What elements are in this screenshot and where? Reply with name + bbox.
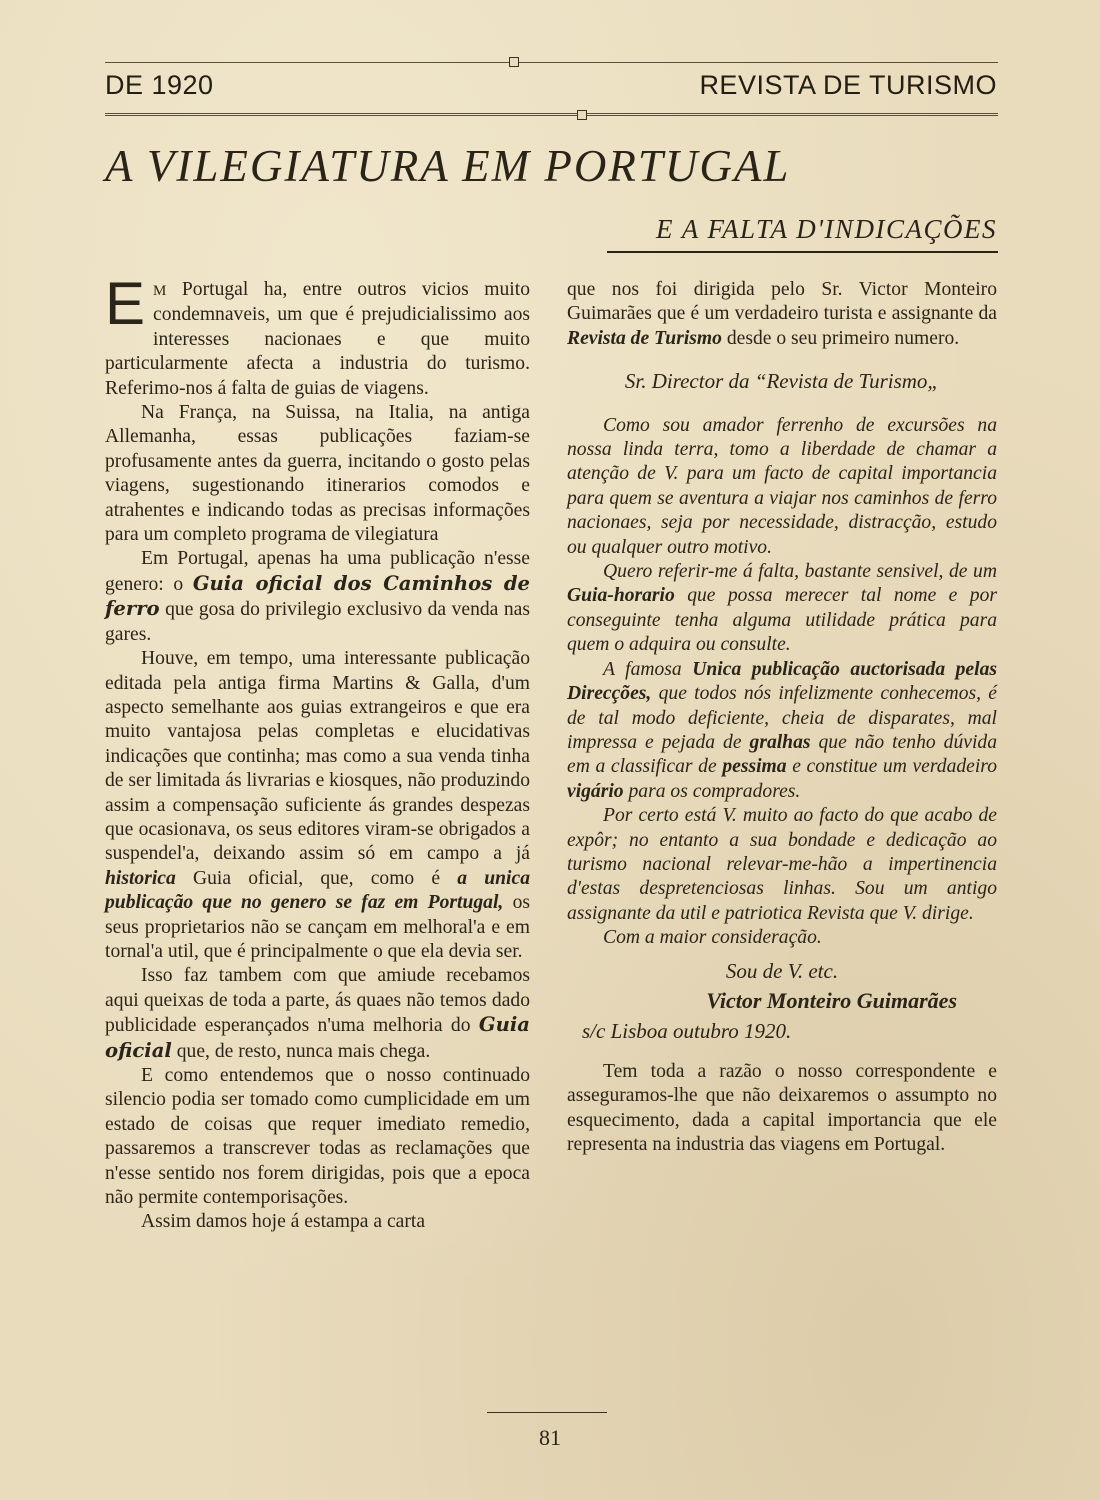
letter-paragraph-2 [567,560,997,658]
footer-rule [487,1412,607,1413]
paragraph-5-text-b: que, de resto, nunca mais chega. [171,1040,431,1062]
paragraph-continued [567,278,997,351]
paragraph-7: Assim damos hoje á estampa a carta [141,1211,426,1233]
paragraph-1 [105,270,530,401]
subtitle-underline [607,251,998,253]
paragraph-4-text-a: Houve, em tempo, uma interessante publicação editada pela antiga firma Martins & Galla, d'um aspecto semelhante aos guias extrangeiros e que era muito vantajosa pelas completas e elucidativas indicações que continha; mas como a sua venda tinha de ser limitada ás livrarias e kiosques, não produzindo assim a compensação suficiente ás grandes despezas que ocasionava, os seus editores viram-se obrigados a suspendel'a, deixando assim só em campo a já [105,648,530,865]
letter-sign-off: Sou de V. etc. [725,958,839,983]
paragraph-3-text-b: que gosa do privilegio exclusivo da venda nas gares. [105,599,530,645]
header-bottom-ornament [577,110,587,120]
header-date: DE 1920 [105,70,214,100]
paragraph-4-text-b: Guia oficial, que, como é [175,867,458,889]
paragraph-5-text-a: Isso faz tambem com que amiude recebamos aqui queixas de toda a parte, ás quaes não temos dado publicidade esperançados n'uma melhoria do [105,965,530,1037]
header-bottom-rule [105,113,998,116]
letter-paragraph-2-text-b: que possa merecer tal nome e por conseguinte tenha alguma utilidade prática para quem o adquira ou consulte. [567,585,997,656]
letter-body [567,414,997,1044]
article-title: A VILEGIATURA EM PORTUGAL [105,141,791,191]
paragraph-4 [105,647,530,964]
letter-paragraph-4: Por certo está V. muito ao facto do que acabo de expôr; no entanto a sua bondade e dedicação ao turismo nacional relevar-me-hão a impertinencia d'estas despretenciosas linhas. Sou um antigo assignante da util e patriotica Revista que V. dirige. [567,805,997,924]
guia-oficial-reference: Guia oficial dos Caminhos de ferro [105,571,530,621]
paragraph-4-text-c: os seus proprietarios não se cançam em melhoral'a e em tornal'a util, que é principalmente o que ela devia ser. [105,892,530,962]
guia-horario-emphasis: Guia-horario [567,585,675,607]
paragraph-3 [105,547,530,647]
guia-oficial-reference-2: Guia oficial [105,1013,530,1062]
vigario-bold: vigário [567,780,624,802]
left-column [105,270,530,1235]
pessima-bold: pessima [722,756,787,778]
right-column [567,278,997,1157]
letter-paragraph-3 [567,658,997,804]
letter-signature: Victor Monteiro Guimarães [706,987,957,1013]
letter-salutation: Sr. Director da “Revista de Turismo„ [624,369,940,394]
letter-place-date: s/c Lisboa outubro 1920. [582,1019,792,1044]
header-magazine-name: REVISTA DE TURISMO [699,70,997,100]
small-caps: M [153,283,167,299]
letter-paragraph-2-text-a: Quero referir-me á falta, bastante sensivel, de um [603,561,997,583]
letter-paragraph-3-text-d: e constitue um verdadeiro [786,756,998,778]
header-top-ornament [509,57,519,67]
article-subtitle: E A FALTA D'INDICAÇÕES [655,214,997,244]
letter-paragraph-3-text-c: que não tenho dúvida em a classificar de [567,731,997,778]
gralhas-bold: gralhas [749,731,811,753]
paragraph-2: Na França, na Suissa, na Italia, na antiga Allemanha, essas publicações faziam-se profusamente antes da guerra, incitando o gosto pelas viagens, sugestionando itinerarios comodos e atrahentes e indicando todas as precisas informações para um completo programa de vilegiatura [105,402,530,546]
letter-paragraph-3-text-b: que todos nós infelizmente conhecemos, é de tal modo deficiente, cheia de disparates, mal impressa e pejada de [567,683,997,753]
historica-emphasis: historica [105,867,176,889]
revista-reference: Revista de Turismo [567,327,722,349]
paragraph-3-text-a: Em Portugal, apenas ha uma publicação n'esse genero: o [105,548,530,595]
editorial-reply: Tem toda a razão o nosso correspondente e asseguramos-lhe que não deixaremos o assumpto no esquecimento, dada a capital importancia que ele representa na industria das viagens em Portugal. [567,1060,997,1155]
unica-publicacao-bold: Unica publicação auctorisada pelas Direcções, [567,658,997,705]
paragraph-continued-text-a: que nos foi dirigida pelo Sr. Victor Monteiro Guimarães que é um verdadeiro turista e assignante da [567,279,997,325]
letter-paragraph-3-text-e: para os compradores. [623,780,801,802]
letter-paragraph-3-text-a: A famosa [603,658,693,680]
paragraph-1-text: Portugal ha, entre outros vicios muito condemnaveis, um que é prejudicialissimo aos interesses nacionaes e que muito particularmente afecta a industria do turismo. Referimo-nos á falta de guias de viagens. [105,279,530,399]
paragraph-6: E como entendemos que o nosso continuado silencio podia ser tomado como cumplicidade em um estado de coisas que requer imediato remedio, passaremos a transcrever todas as reclamações que n'esse sentido nos forem dirigidas, pois que a epoca não permite contemporisações. [105,1065,530,1209]
letter-closing: Com a maior consideração. [603,927,822,949]
page-number: 81 [539,1425,561,1450]
paragraph-5 [105,964,530,1064]
unica-publicacao-emphasis: a unica publicação que no genero se faz em Portugal, [105,867,530,914]
drop-cap: E [105,270,146,337]
header-top-rule [105,62,998,63]
letter-paragraph-1: Como sou amador ferrenho de excursões na nossa linda terra, tomo a liberdade de chamar a atenção de V. para um facto de capital importancia para quem se aventura a viajar nos caminhos de ferro nacionaes, seja por necessidade, distracção, estudo ou qualquer outro motivo. [567,414,997,558]
paragraph-continued-text-b: desde o seu primeiro numero. [721,327,960,349]
